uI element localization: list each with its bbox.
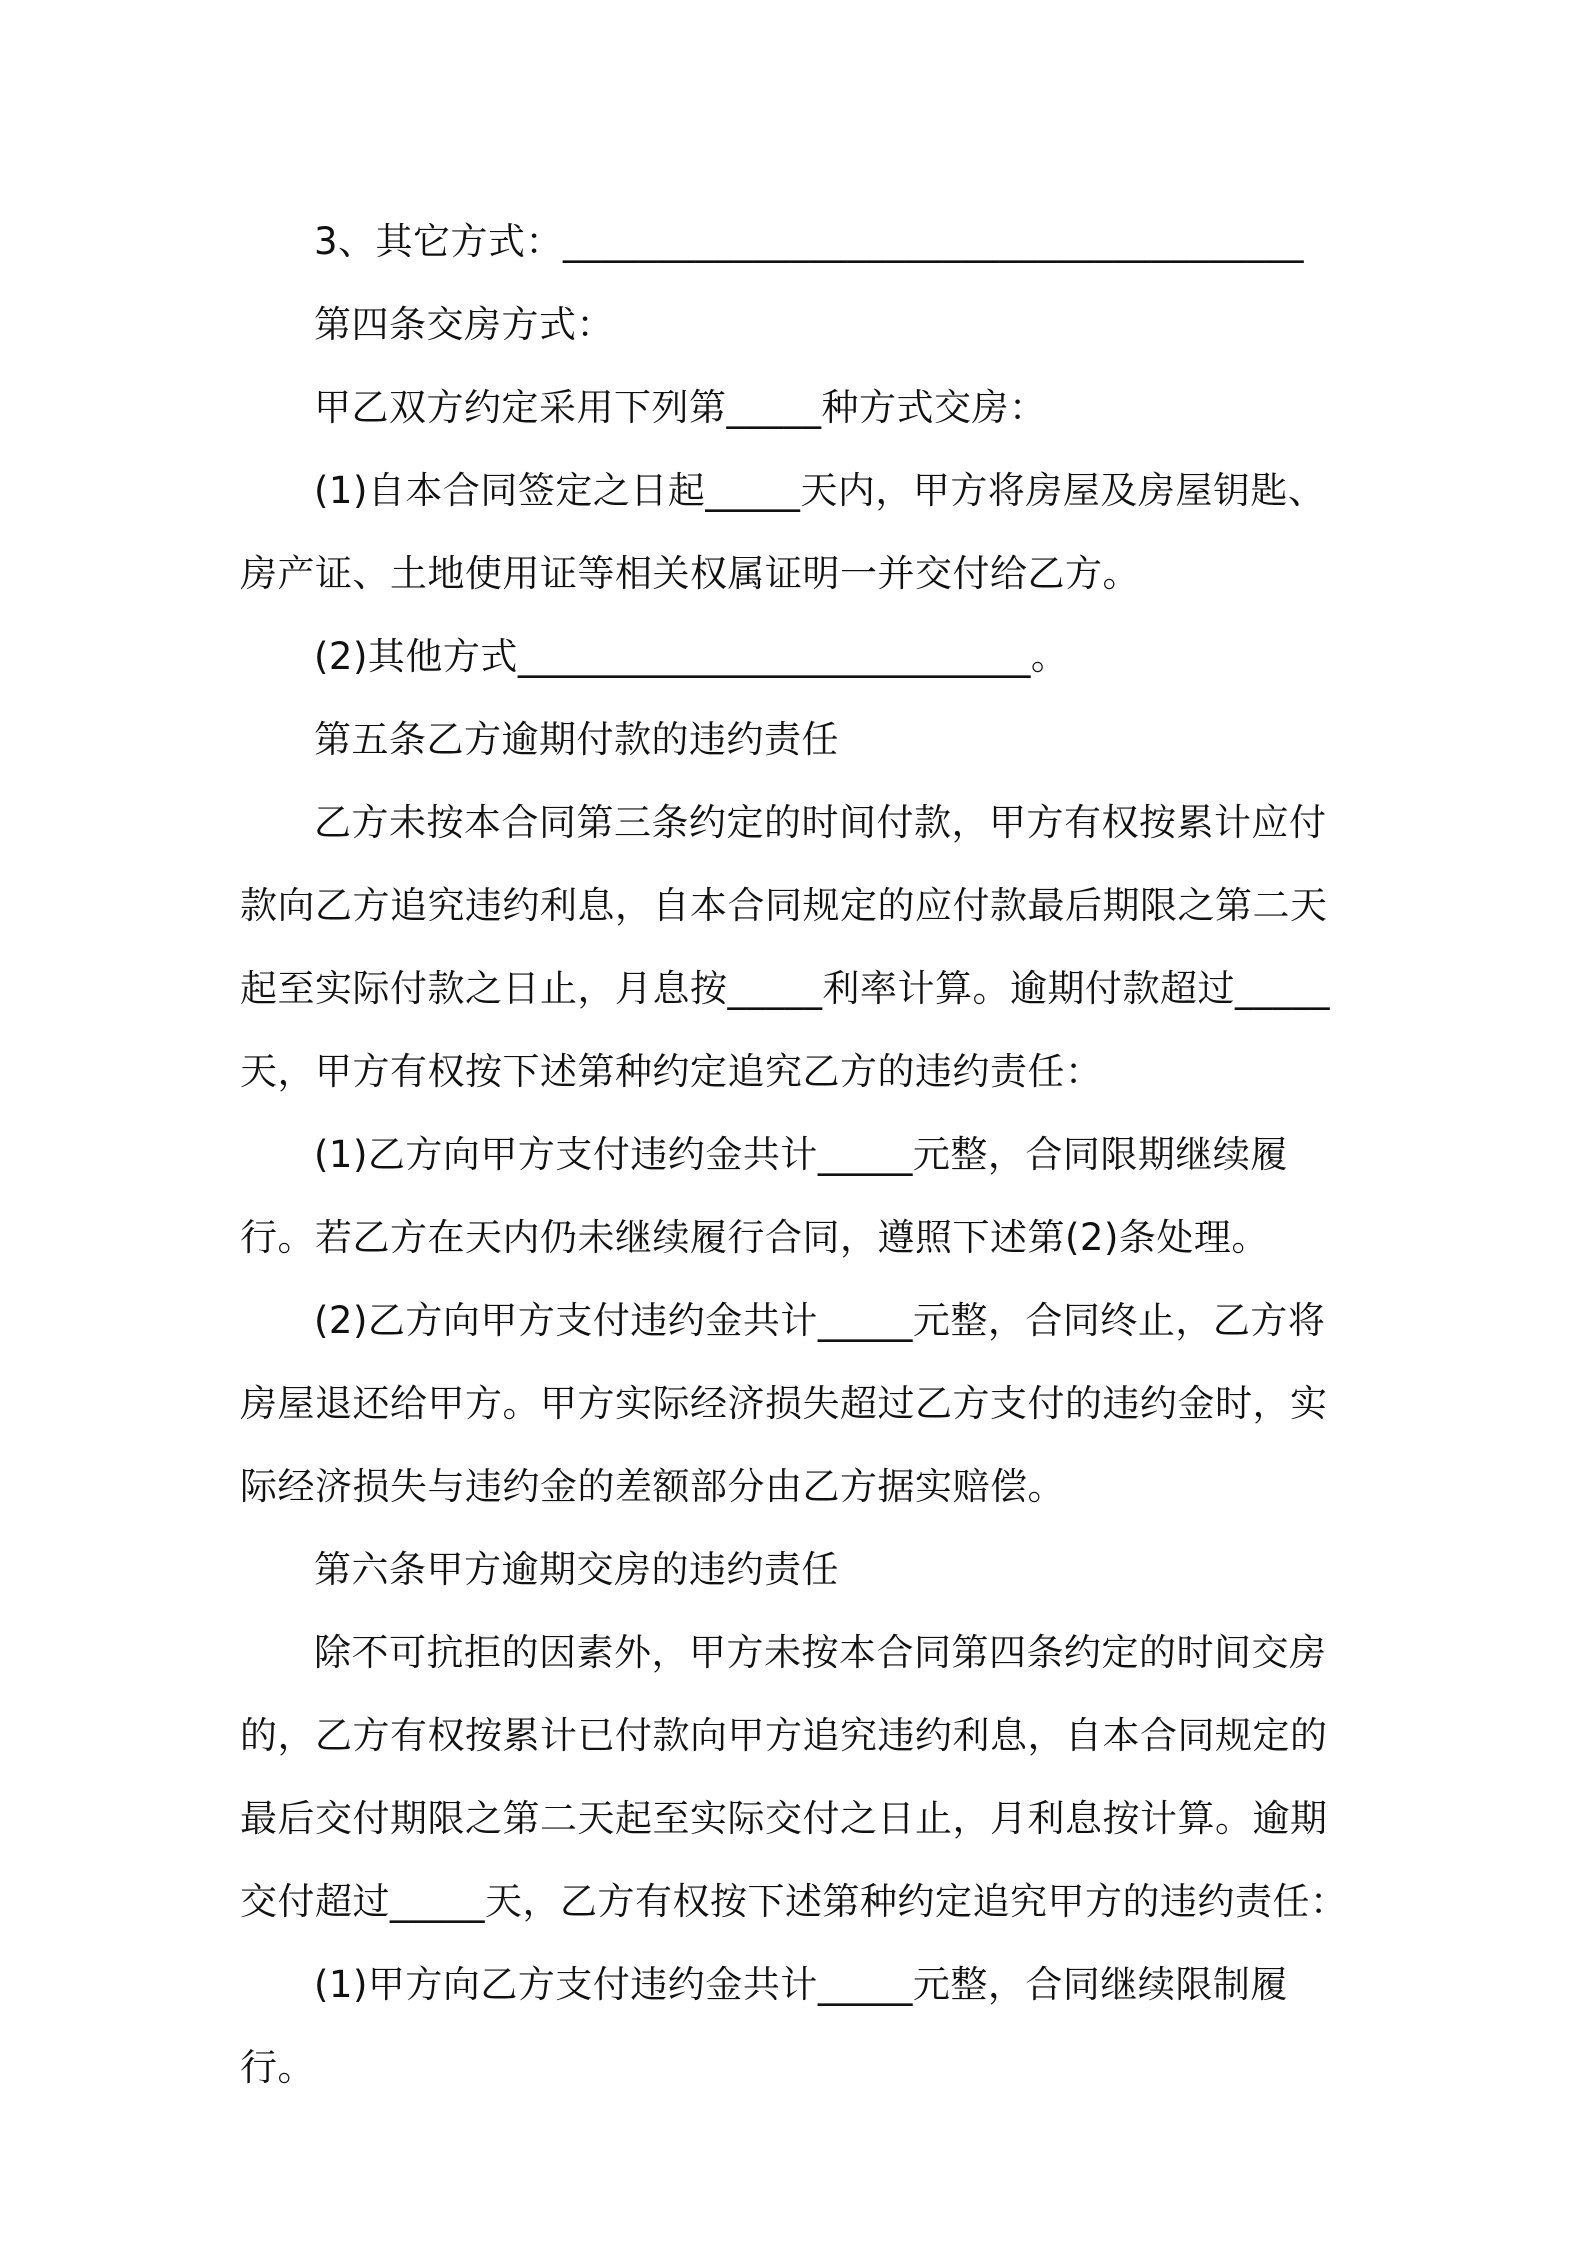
- article-5-body: 乙方未按本合同第三条约定的时间付款，甲方有权按累计应付款向乙方追究违约利息，自本合同规定的应付款最后期限之第二天起至实际付款之日止，月息按_____利率计算。逾期付款超过_____天，甲方有权按下述第种约定追究乙方的违约责任：: [240, 801, 1330, 1093]
- article-4-item-1: (1)自本合同签定之日起_____天内，甲方将房屋及房屋钥匙、房产证、土地使用证等相关权属证明一并交付给乙方。: [240, 469, 1326, 595]
- article-6-heading: 第六条甲方逾期交房的违约责任: [314, 1548, 839, 1591]
- article-5-item-1: (1)乙方向甲方支付违约金共计_____元整，合同限期继续履行。若乙方在天内仍未继续履行合同，遵照下述第(2)条处理。: [240, 1133, 1288, 1259]
- article-5-heading: 第五条乙方逾期付款的违约责任: [314, 718, 839, 761]
- other-method-line: 3、其它方式：_______________________________________: [314, 220, 1305, 263]
- article-6-body: 除不可抗拒的因素外，甲方未按本合同第四条约定的时间交房的，乙方有权按累计已付款向甲方追究违约利息，自本合同规定的最后交付期限之第二天起至实际交付之日止，月利息按计算。逾期交付超过_____天，乙方有权按下述第种约定追究甲方的违约责任：: [240, 1631, 1348, 1923]
- article-6-item-1: (1)甲方向乙方支付违约金共计_____元整，合同继续限制履行。: [240, 1963, 1288, 2089]
- article-4-heading: 第四条交房方式：: [314, 303, 614, 346]
- article-4-intro: 甲乙双方约定采用下列第_____种方式交房：: [314, 386, 1047, 429]
- article-4-item-2: (2)其他方式___________________________。: [314, 635, 1069, 678]
- article-5-item-2: (2)乙方向甲方支付违约金共计_____元整，合同终止，乙方将房屋退还给甲方。甲方实际经济损失超过乙方支付的违约金时，实际经济损失与违约金的差额部分由乙方据实赔偿。: [240, 1299, 1328, 1508]
- document-body: [240, 200, 1350, 2109]
